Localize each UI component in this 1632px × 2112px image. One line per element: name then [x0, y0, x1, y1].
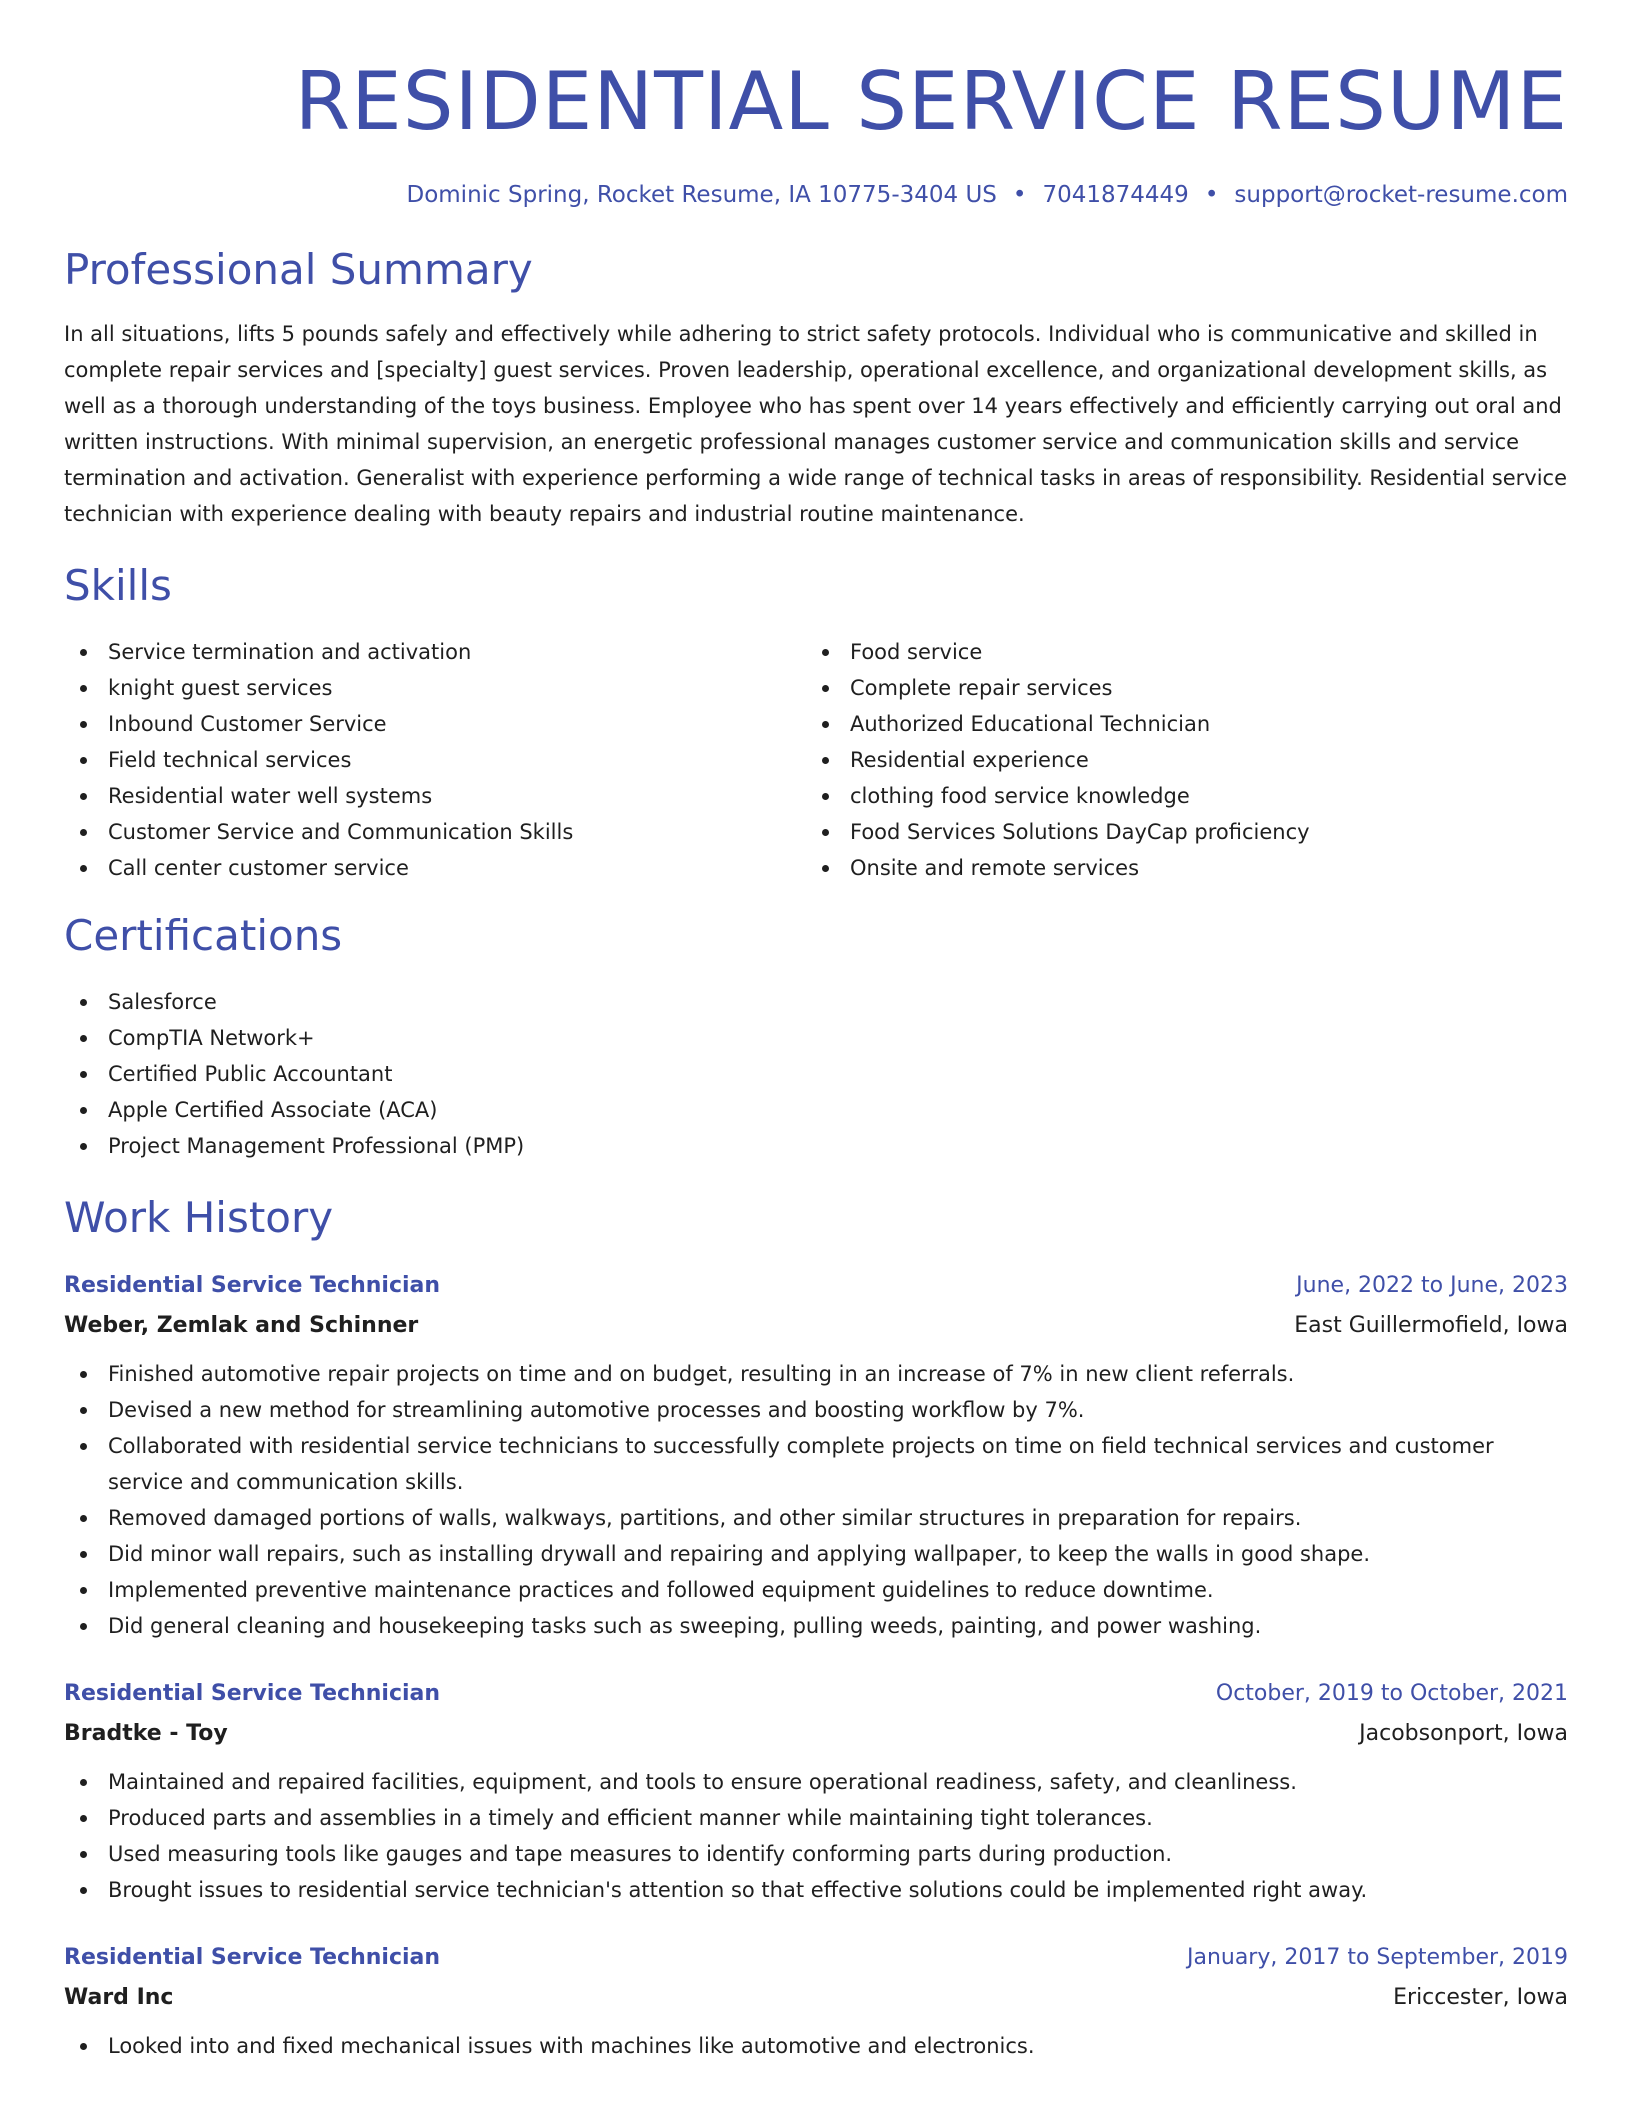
certification-item: Salesforce	[64, 984, 1568, 1020]
job-title: Residential Service Technician	[64, 1273, 441, 1298]
skills-columns	[64, 634, 1568, 886]
contact-separator: •	[1204, 182, 1219, 208]
job-entry	[64, 1938, 1568, 2064]
skill-item: Food service	[806, 634, 1548, 670]
certifications-list	[64, 984, 1568, 1164]
job-location: Ericcester, Iowa	[1393, 1985, 1568, 2010]
job-duty-item: Used measuring tools like gauges and tape measures to identify conforming parts during production.	[64, 1836, 1568, 1872]
certification-item: CompTIA Network+	[64, 1020, 1568, 1056]
skill-item: Call center customer service	[64, 850, 806, 886]
job-header-row	[64, 1938, 1568, 1978]
job-duty-item: Brought issues to residential service technician's attention so that effective solutions could be implemented right away.	[64, 1872, 1568, 1908]
job-duties-list	[64, 1764, 1568, 1908]
skill-item: Complete repair services	[806, 670, 1548, 706]
contact-line	[64, 180, 1568, 210]
job-duty-item: Devised a new method for streamlining automotive processes and boosting workflow by 7%.	[64, 1392, 1568, 1428]
skill-item: Food Services Solutions DayCap proficiency	[806, 814, 1548, 850]
job-location: Jacobsonport, Iowa	[1359, 1721, 1568, 1746]
job-duty-item: Did general cleaning and housekeeping tasks such as sweeping, pulling weeds, painting, and power washing.	[64, 1608, 1568, 1644]
skill-item: Onsite and remote services	[806, 850, 1548, 886]
contact-phone: 7041874449	[1042, 182, 1189, 208]
job-entry	[64, 1674, 1568, 1908]
skill-item: clothing food service knowledge	[806, 778, 1548, 814]
job-title: Residential Service Technician	[64, 1945, 441, 1970]
skill-item: Service termination and activation	[64, 634, 806, 670]
job-title: Residential Service Technician	[64, 1681, 441, 1706]
work-history-heading: Work History	[64, 1193, 334, 1242]
resume-title: RESIDENTIAL SERVICE RESUME	[294, 55, 1568, 148]
skill-item: Field technical services	[64, 742, 806, 778]
contact-separator: •	[1012, 182, 1027, 208]
job-duty-item: Maintained and repaired facilities, equipment, and tools to ensure operational readiness, safety, and cleanliness.	[64, 1764, 1568, 1800]
skill-list	[806, 634, 1548, 886]
skill-item: Authorized Educational Technician	[806, 706, 1548, 742]
job-company: Weber, Zemlak and Schinner	[64, 1313, 419, 1338]
job-entry	[64, 1266, 1568, 1644]
certifications-heading: Certifications	[64, 911, 343, 960]
job-duty-item: Collaborated with residential service technicians to successfully complete projects on time on field technical services and customer service and communication skills.	[64, 1428, 1568, 1500]
skill-item: Customer Service and Communication Skills	[64, 814, 806, 850]
job-company: Ward Inc	[64, 1985, 174, 2010]
certification-item: Apple Certified Associate (ACA)	[64, 1092, 1568, 1128]
skill-item: Residential experience	[806, 742, 1548, 778]
contact-address: Dominic Spring, Rocket Resume, IA 10775-3404 US	[406, 182, 997, 208]
skills-column-left	[64, 634, 806, 886]
summary-heading: Professional Summary	[64, 245, 533, 294]
resume-page	[64, 0, 1568, 2064]
job-duty-item: Finished automotive repair projects on time and on budget, resulting in an increase of 7% in new client referrals.	[64, 1356, 1568, 1392]
job-duty-item: Did minor wall repairs, such as installing drywall and repairing and applying wallpaper, to keep the walls in good shape.	[64, 1536, 1568, 1572]
job-header-row	[64, 1266, 1568, 1306]
certification-item: Project Management Professional (PMP)	[64, 1128, 1568, 1164]
skill-list	[64, 634, 806, 886]
summary-text: In all situations, lifts 5 pounds safely and effectively while adhering to strict safety protocols. Individual who is communicative and skilled in complete repair services and [specialty] guest services. Proven leadership, operational excellence, and organizational development skills, as well as a thorough understanding of the toys business. Employee who has spent over 14 years effectively and efficiently carrying out oral and written instructions. With minimal supervision, an energetic professional manages customer service and communication skills and service termination and activation. Generalist with experience performing a wide range of technical tasks in areas of responsibility. Residential service technician with experience dealing with beauty repairs and industrial routine maintenance.	[64, 322, 1567, 526]
job-company-row	[64, 1978, 1568, 2018]
job-duty-item: Implemented preventive maintenance practices and followed equipment guidelines to reduce downtime.	[64, 1572, 1568, 1608]
skill-item: knight guest services	[64, 670, 806, 706]
job-location: East Guillermofield, Iowa	[1294, 1313, 1568, 1338]
job-duty-item: Removed damaged portions of walls, walkways, partitions, and other similar structures in preparation for repairs.	[64, 1500, 1568, 1536]
skills-heading: Skills	[64, 561, 172, 610]
job-duty-item: Produced parts and assemblies in a timely and efficient manner while maintaining tight tolerances.	[64, 1800, 1568, 1836]
skill-item: Inbound Customer Service	[64, 706, 806, 742]
job-company-row	[64, 1306, 1568, 1346]
job-dates: January, 2017 to September, 2019	[1186, 1945, 1568, 1970]
job-dates: October, 2019 to October, 2021	[1215, 1681, 1568, 1706]
certification-item: Certified Public Accountant	[64, 1056, 1568, 1092]
job-header-row	[64, 1674, 1568, 1714]
contact-email[interactable]: support@rocket-resume.com	[1234, 182, 1568, 208]
job-company-row	[64, 1714, 1568, 1754]
skills-column-right	[806, 634, 1548, 886]
job-dates: June, 2022 to June, 2023	[1296, 1273, 1568, 1298]
job-duties-list	[64, 2028, 1568, 2064]
job-company: Bradtke - Toy	[64, 1721, 228, 1746]
skill-item: Residential water well systems	[64, 778, 806, 814]
job-duties-list	[64, 1356, 1568, 1644]
job-duty-item: Looked into and fixed mechanical issues with machines like automotive and electronics.	[64, 2028, 1568, 2064]
